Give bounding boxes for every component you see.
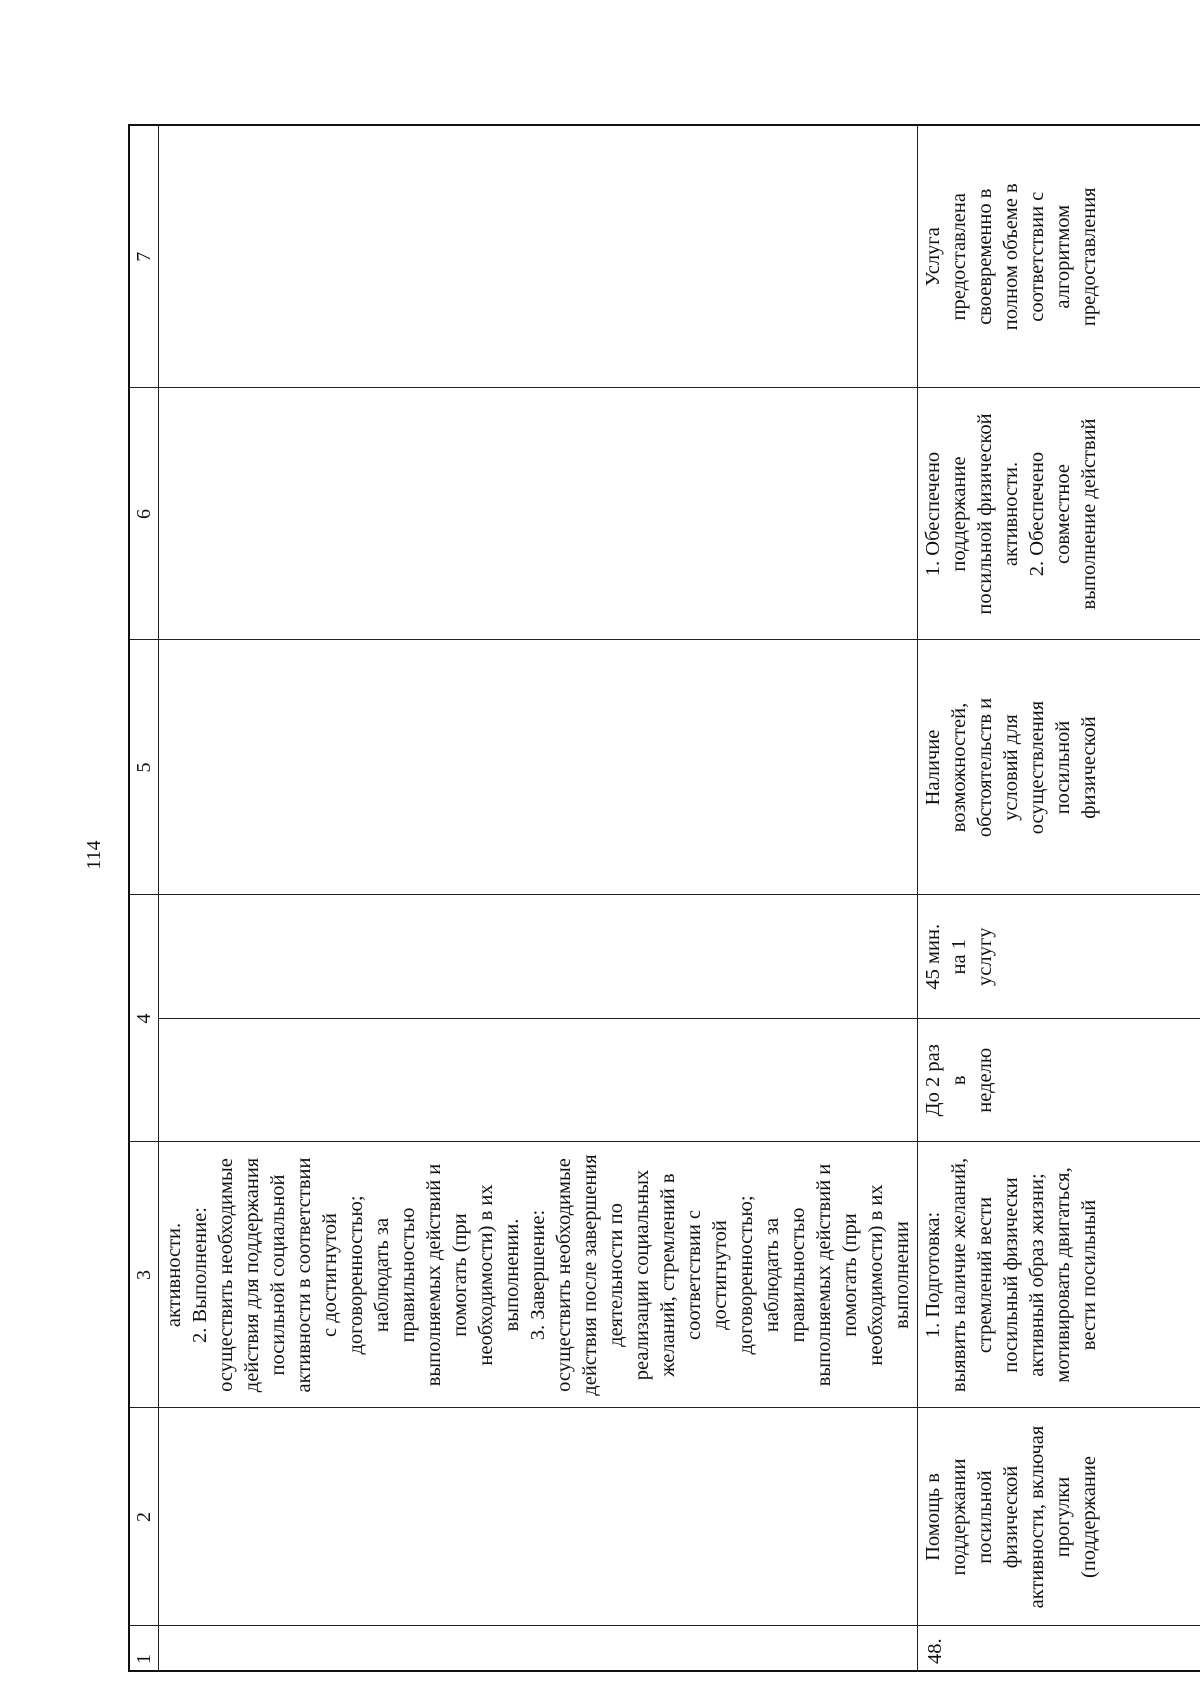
service-duration: 45 мин. на 1 услугу — [918, 896, 1200, 1020]
header-col-1: 1 — [129, 1626, 159, 1671]
cont-col-1 — [159, 1626, 918, 1671]
header-col-4: 4 — [129, 895, 159, 1142]
service-frequency: До 2 раз в неделю — [922, 1044, 996, 1117]
services-table — [128, 124, 1200, 1672]
cont-col-2 — [159, 1408, 918, 1626]
row48-col-6 — [918, 388, 1200, 640]
cont-duration-cell — [159, 896, 917, 1020]
row48-col-2 — [918, 1408, 1200, 1626]
service-algorithm: 1. Подготовка: выявить наличие желаний, стремлений вести посильный физически активный образ жизни; мотивировать двигаться, вести посильный — [922, 1157, 1100, 1393]
cont-col-6 — [159, 388, 918, 640]
service-quality-criteria: Услуга предоставлена своевременно в полном объеме в соответствии с алгоритмом предоставления — [922, 183, 1100, 331]
header-col-2: 2 — [129, 1408, 159, 1626]
row48-col-3 — [918, 1142, 1200, 1408]
header-col-6: 6 — [129, 388, 159, 640]
continuation-row — [159, 125, 918, 1671]
row48-col-5 — [918, 640, 1200, 895]
cont-col-7 — [159, 125, 918, 388]
service-conditions: Наличие возможностей, обстоятельств и условий для осуществления посильной физической — [922, 697, 1100, 838]
row-48 — [918, 125, 1200, 1671]
cont-col-3 — [159, 1142, 918, 1408]
cont-col-5 — [159, 640, 918, 895]
algorithm-continuation-text: активности. 2. Выполнение: осуществить необходимые действия для поддержания посильной социальной активности в соответствии с достигнутой договоренностью; наблюдать за правильностью выполняемых действий и помогать (при необходимости) в их выполнении. 3. Завершение: осуществить необходимые действия после завершения деятельности по реализации социальных желаний, стремлений в соответствии с достигнутой договоренностью; наблюдать за правильностью выполняемых действий и помогать (при необходимости) в их выполнении — [163, 1154, 913, 1396]
header-col-7: 7 — [129, 125, 159, 388]
page-number: 114 — [83, 840, 105, 870]
service-name: Помощь в поддержании посильной физической активности, включая прогулки (поддержание — [922, 1425, 1100, 1609]
row48-col-4 — [918, 895, 1200, 1142]
row48-col-7 — [918, 125, 1200, 388]
cont-frequency-cell — [159, 1019, 917, 1142]
row48-col-4-split — [918, 896, 1200, 1142]
service-result: 1. Обеспечено поддержание посильной физической активности. 2. Обеспечено совместное выполнение действий — [922, 413, 1100, 615]
header-col-3: 3 — [129, 1142, 159, 1408]
cont-col-4-split — [159, 896, 917, 1142]
row48-col-1 — [918, 1626, 1200, 1671]
row-number: 48. — [924, 1638, 946, 1664]
header-row — [129, 125, 159, 1671]
cont-col-4 — [159, 895, 918, 1142]
header-col-5: 5 — [129, 640, 159, 895]
